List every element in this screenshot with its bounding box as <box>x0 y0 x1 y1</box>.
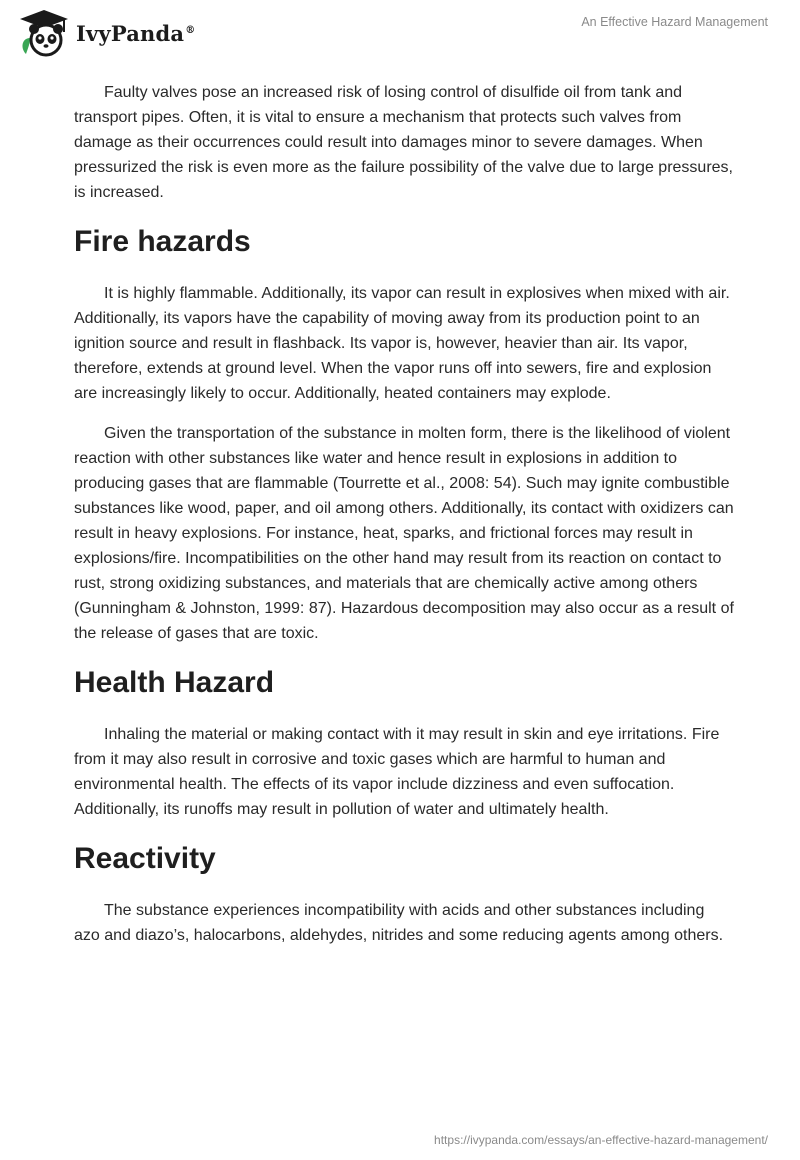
section-heading-fire-hazards: Fire hazards <box>74 225 251 258</box>
source-url[interactable]: https://ivypanda.com/essays/an-effective-hazard-management/ <box>434 1133 768 1147</box>
panda-graduate-icon <box>16 8 72 58</box>
fire-hazards-paragraph-1: It is highly flammable. Additionally, its vapor can result in explosives when mixed with air. Additionally, its vapors have the capability of moving away from its production point to an ignition source and result in flashback. Its vapor is, however, heavier than air. Its vapor, therefore, extends at ground level. When the vapor runs off into sewers, fire and explosion are increasingly likely to occur. Additionally, heated containers may explode. <box>74 285 730 402</box>
brand-name: IvyPanda® <box>76 20 196 46</box>
section-heading-reactivity: Reactivity <box>74 842 216 875</box>
registered-mark: ® <box>185 24 196 36</box>
reactivity-paragraph: The substance experiences incompatibility with acids and other substances including azo and diazo’s, halocarbons, aldehydes, nitrides and some reducing agents among others. <box>74 902 724 944</box>
section-heading-health-hazard: Health Hazard <box>74 666 275 699</box>
essay-content <box>74 80 734 963</box>
health-hazard-paragraph: Inhaling the material or making contact with it may result in skin and eye irritations. Fire from it may also result in corrosive and toxic gases which are harmful to human and environmental health. The effects of its vapor include dizziness and even suffocation. Additionally, its runoffs may result in pollution of water and ultimately health. <box>74 726 720 818</box>
brand-logo[interactable] <box>16 8 195 58</box>
fire-hazards-paragraph-2: Given the transportation of the substance in molten form, there is the likelihood of violent reaction with other substances like water and hence result in explosions in addition to producing gases that are flammable (Tourrette et al., 2008: 54). Such may ignite combustible substances like wood, paper, and oil among others. Additionally, its contact with oxidizers can result in heavy explosions. For instance, heat, sparks, and frictional forces may result in explosions/fire. Incompatibilities on the other hand may result from its reaction on contact to rust, strong oxidizing substances, and materials that are chemically active among others (Gunningham & Johnston, 1999: 87). Hazardous decomposition may also occur as a result of the release of gases that are toxic. <box>74 425 734 642</box>
document-title: An Effective Hazard Management <box>581 15 768 29</box>
page-header <box>0 0 800 70</box>
intro-paragraph: Faulty valves pose an increased risk of losing control of disulfide oil from tank and transport pipes. Often, it is vital to ensure a mechanism that protects such valves from damage as their occurrences could result into damages minor to severe damages. When pressurized the risk is even more as the failure possibility of the valve due to large pressures, is increased. <box>74 84 733 201</box>
